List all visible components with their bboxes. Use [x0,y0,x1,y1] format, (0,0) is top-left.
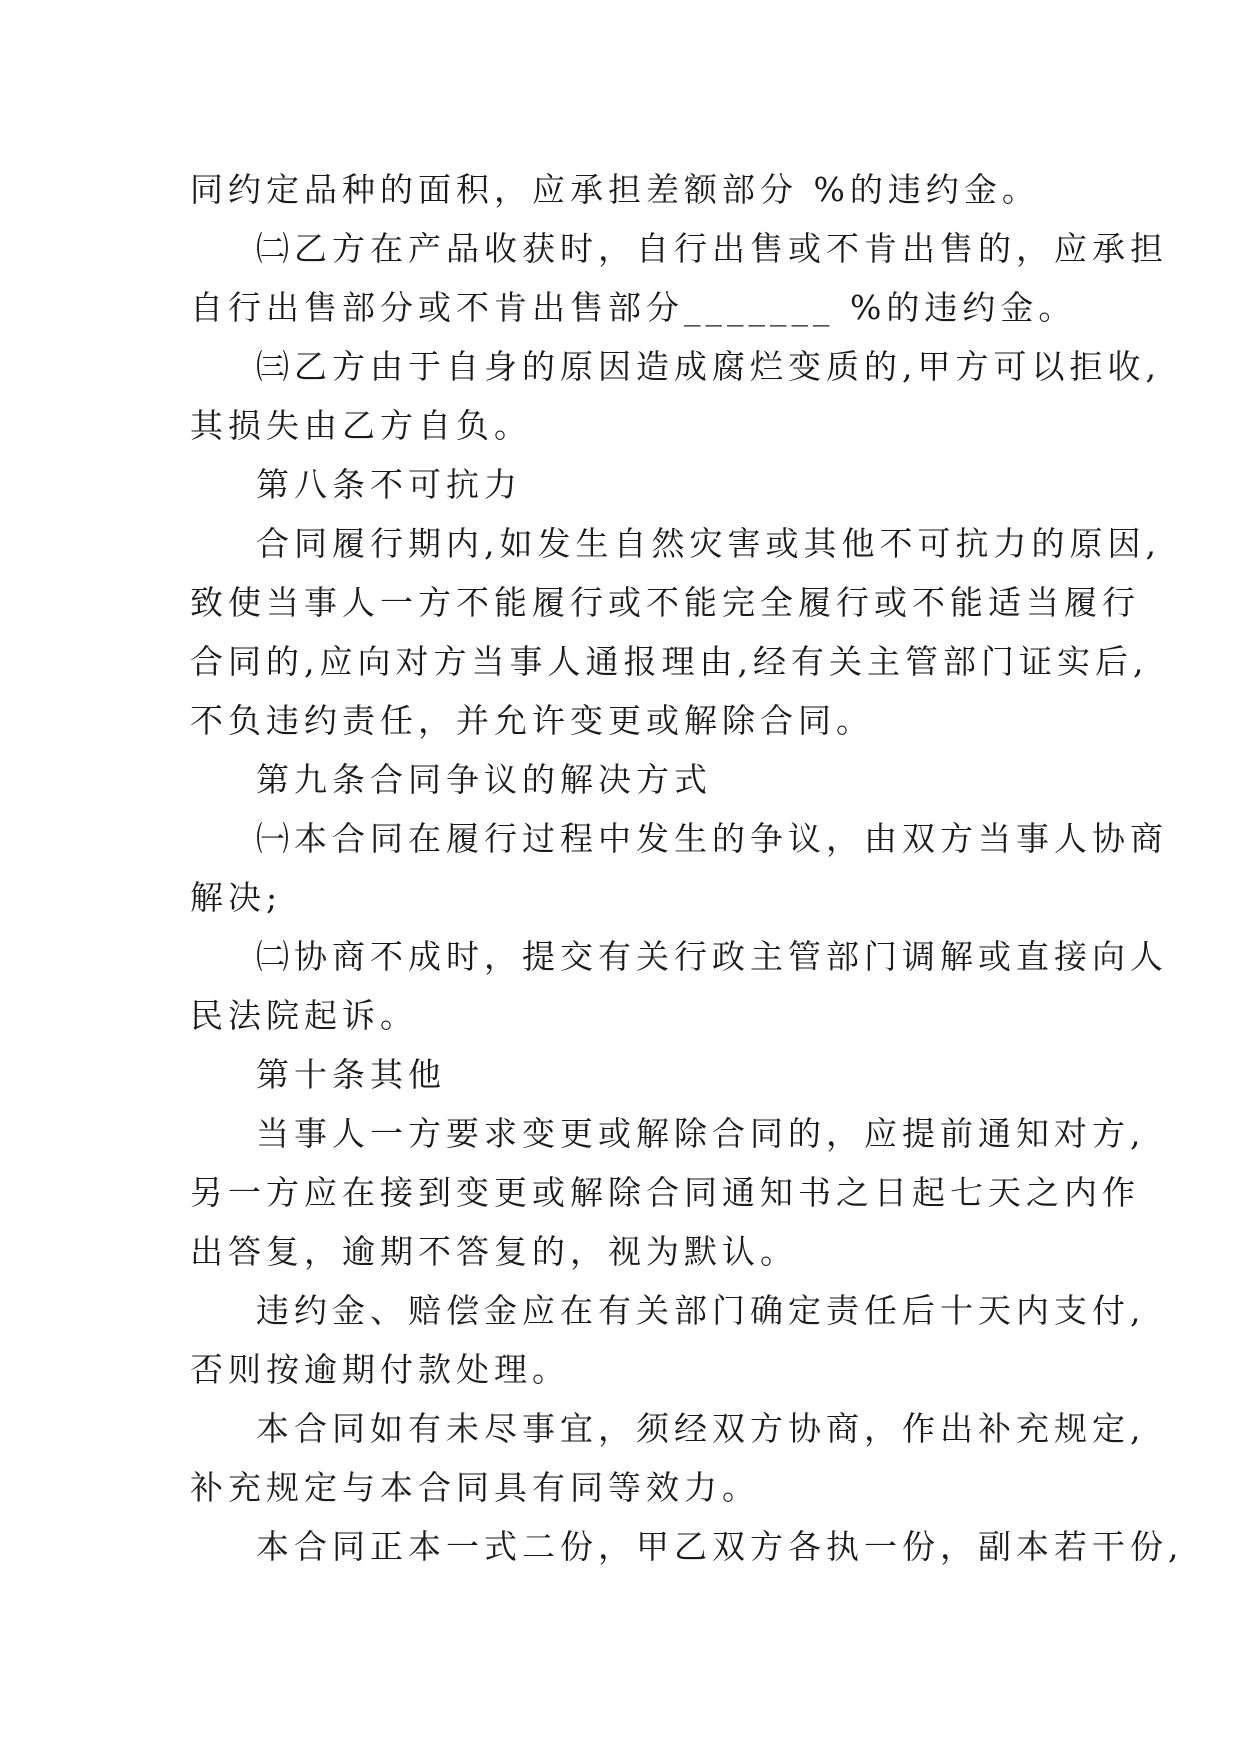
text-line: 同约定品种的面积，应承担差额部分 %的违约金。 [190,170,1040,209]
text-line: 当事人一方要求变更或解除合同的，应提前通知对方, [256,1114,1146,1153]
text-line: ㈠本合同在履行过程中发生的争议，由双方当事人协商 [256,819,1168,858]
text-line: 合同的,应向对方当事人通报理由,经有关主管部门证实后, [190,642,1149,681]
section-heading: 第十条其他 [256,1055,446,1094]
section-heading: 第八条不可抗力 [256,465,522,504]
text-line: ㈡乙方在产品收获时，自行出售或不肯出售的，应承担 [256,229,1168,268]
text-line: 自行出售部分或不肯出售部分_______ %的违约金。 [190,288,1077,327]
text-line: 解决; [190,878,283,917]
text-line: 补充规定与本合同具有同等效力。 [190,1468,760,1507]
text-line: 民法院起诉。 [190,996,418,1035]
section-heading: 第九条合同争议的解决方式 [256,760,712,799]
text-line: 出答复，逾期不答复的，视为默认。 [190,1232,798,1271]
text-line: ㈢乙方由于自身的原因造成腐烂变质的,甲方可以拒收, [256,347,1161,386]
text-line: 另一方应在接到变更或解除合同通知书之日起七天之内作 [190,1173,1140,1212]
text-line: 本合同正本一式二份，甲乙双方各执一份，副本若干份, [256,1527,1184,1566]
text-line: ㈡协商不成时，提交有关行政主管部门调解或直接向人 [256,937,1168,976]
text-line: 否则按逾期付款处理。 [190,1350,570,1389]
text-line: 合同履行期内,如发生自然灾害或其他不可抗力的原因, [256,524,1161,563]
document-body [190,160,1184,1576]
text-line: 其损失由乙方自负。 [190,406,532,445]
text-line: 不负违约责任，并允许变更或解除合同。 [190,701,874,740]
text-line: 致使当事人一方不能履行或不能完全履行或不能适当履行 [190,583,1140,622]
text-line: 本合同如有未尽事宜，须经双方协商，作出补充规定, [256,1409,1146,1448]
text-line: 违约金、赔偿金应在有关部门确定责任后十天内支付, [256,1291,1146,1330]
